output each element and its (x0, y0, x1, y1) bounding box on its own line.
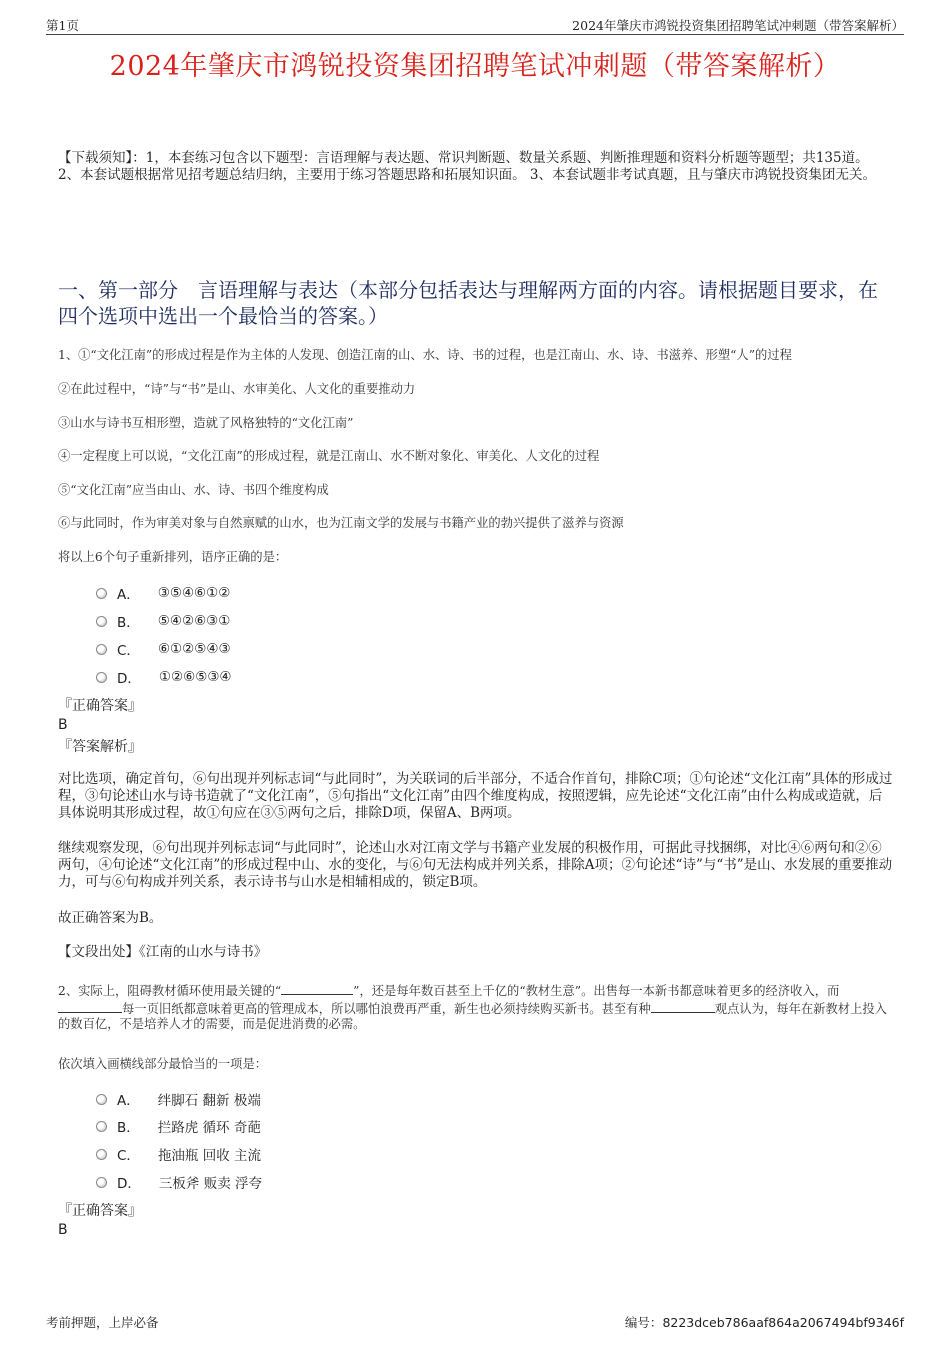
q2-option-c[interactable] (96, 1145, 261, 1163)
option-text: ③⑤④⑥①② (157, 585, 231, 601)
q2-answer-label: 『正确答案』 (58, 1203, 142, 1219)
q1-prompt: 将以上6个句子重新排列，语序正确的是： (58, 550, 288, 564)
q2-prompt: 依次填入画横线部分最恰当的一项是： (58, 1057, 268, 1071)
page-footer (46, 1313, 904, 1331)
option-label: A． (117, 587, 140, 603)
footer-code (625, 1313, 904, 1331)
page-number: 第1页 (46, 18, 79, 33)
q1-sentence-6: ⑥与此同时，作为审美对象与自然禀赋的山水，也为江南文学的发展与书籍产业的勃兴提供了滋养与资源 (58, 516, 624, 530)
option-label: B． (117, 1120, 140, 1136)
radio-icon[interactable] (96, 588, 107, 599)
q1-sentence-3: ③山水与诗书互相形塑，造就了风格独特的“文化江南” (58, 416, 354, 430)
radio-icon[interactable] (96, 644, 107, 655)
q1-option-b[interactable] (96, 612, 230, 630)
q1-option-d[interactable] (96, 668, 232, 686)
footer-code-label: 编号： (624, 1315, 663, 1330)
q2-option-d[interactable] (96, 1173, 262, 1191)
option-label: B． (117, 615, 140, 631)
radio-icon[interactable] (96, 1177, 107, 1188)
option-label: D． (117, 1176, 141, 1192)
footer-slogan: 考前押题，上岸必备 (46, 1315, 159, 1330)
option-text: ⑤④②⑥③① (157, 613, 231, 629)
q2-stem-part-4: 观点认为，每年在新教材上投入的数百亿，不是培养人才的需要，而是促进消费的必需。 (58, 1001, 887, 1031)
option-text: 绊脚石 翻新 极端 (157, 1093, 261, 1109)
header-doc-title: 2024年肇庆市鸿锐投资集团招聘笔试冲刺题（带答案解析） (572, 18, 904, 33)
q1-answer-label: 『正确答案』 (58, 698, 142, 714)
q1-sentence-5: ⑤“文化江南”应当由山、水、诗、书四个维度构成 (58, 483, 329, 497)
option-label: D． (117, 671, 141, 687)
radio-icon[interactable] (96, 1149, 107, 1160)
q2-stem-part-3: 每一页旧纸都意味着更高的管理成本，所以哪怕浪费再严重，新生也必须持续购买新书。甚至有种 (122, 1001, 651, 1016)
q2-answer: B (58, 1222, 68, 1238)
q1-option-c[interactable] (96, 640, 231, 658)
option-text: 拖油瓶 回收 主流 (157, 1148, 262, 1164)
option-label: C． (117, 643, 140, 659)
footer-code-value: 8223dceb786aaf864a2067494bf9346f (662, 1315, 904, 1330)
page-title: 2024年肇庆市鸿锐投资集团招聘笔试冲刺题（带答案解析） (109, 51, 841, 82)
radio-icon[interactable] (96, 672, 107, 683)
q1-option-a[interactable] (96, 584, 230, 602)
q1-analysis-label: 『答案解析』 (58, 739, 142, 755)
option-text: 拦路虎 循环 奇葩 (157, 1120, 261, 1136)
download-notice: 【下载须知】：1，本套练习包含以下题型：言语理解与表达题、常识判断题、数量关系题、判断推理题和资料分析题等题型；共135道。 2、本套试题根据常见招考题总结归纳，主要用于练习答题思路和拓展知识面。 3、本套试题非考试真题，且与肇庆市鸿锐投资集团无关。 (58, 150, 876, 183)
section-heading: 一、第一部分 言语理解与表达（本部分包括表达与理解两方面的内容。请根据题目要求，在四个选项中选出一个最恰当的答案。） (58, 278, 878, 328)
option-label: C． (117, 1148, 140, 1164)
q1-sentence-1: 1、①“文化江南”的形成过程是作为主体的人发现、创造江南的山、水、诗、书的过程，也是江南山、水、诗、书滋养、形塑“人”的过程 (58, 348, 792, 362)
q2-stem-part-2: ”，还是每年数百甚至上千亿的“教材生意”。出售每一本新书都意味着更多的经济收入，而 (353, 984, 840, 998)
q1-analysis-paragraph-1: 对比选项，确定首句，⑥句出现并列标志词“与此同时”，为关联词的后半部分，不适合作首句，排除C项；①句论述“文化江南”具体的形成过程，③句论述山水与诗书造就了“文化江南”，⑤句指出“文化江南”由四个维度构成，按照逻辑，应先论述“文化江南”由什么构成或造就，后具体说明其形成过程，故①句应在③⑤两句之后，排除D项，保留A、B两项。 (58, 771, 893, 821)
q2-option-b[interactable] (96, 1117, 261, 1135)
q1-sentence-4: ④一定程度上可以说，“文化江南”的形成过程，就是江南山、水不断对象化、审美化、人文化的过程 (58, 449, 600, 463)
q1-source: 【文段出处】《江南的山水与诗书》 (58, 944, 268, 960)
q2-stem (58, 982, 894, 1033)
q1-answer: B (58, 717, 68, 733)
blank-1 (281, 982, 353, 995)
q1-analysis-paragraph-3: 故正确答案为B。 (58, 910, 163, 926)
blank-2 (58, 1000, 122, 1013)
q1-analysis-paragraph-2: 继续观察发现，⑥句出现并列标志词“与此同时”，论述山水对江南文学与书籍产业发展的积极作用，可据此寻找捆绑，对比④⑥两句和②⑥两句，④句论述“文化江南”的形成过程中山、水的变化，与⑥句无法构成并列关系，排除A项；②句论述“诗”与“书”是山、水发展的重要推动力，可与⑥句构成并列关系，表示诗书与山水是相辅相成的，锁定B项。 (58, 840, 893, 890)
radio-icon[interactable] (96, 616, 107, 627)
option-text: ⑥①②⑤④③ (157, 641, 231, 657)
radio-icon[interactable] (96, 1121, 107, 1132)
q2-stem-part-1: 2、实际上，阻碍教材循环使用最关键的“ (58, 984, 282, 998)
option-label: A． (117, 1093, 140, 1109)
q2-option-a[interactable] (96, 1090, 261, 1108)
option-text: 三板斧 贩卖 浮夸 (158, 1176, 262, 1192)
q1-sentence-2: ②在此过程中，“诗”与“书”是山、水审美化、人文化的重要推动力 (58, 382, 416, 396)
radio-icon[interactable] (96, 1094, 107, 1105)
blank-3 (651, 1000, 715, 1013)
option-text: ①②⑥⑤③④ (158, 669, 232, 685)
page-header (46, 14, 904, 35)
